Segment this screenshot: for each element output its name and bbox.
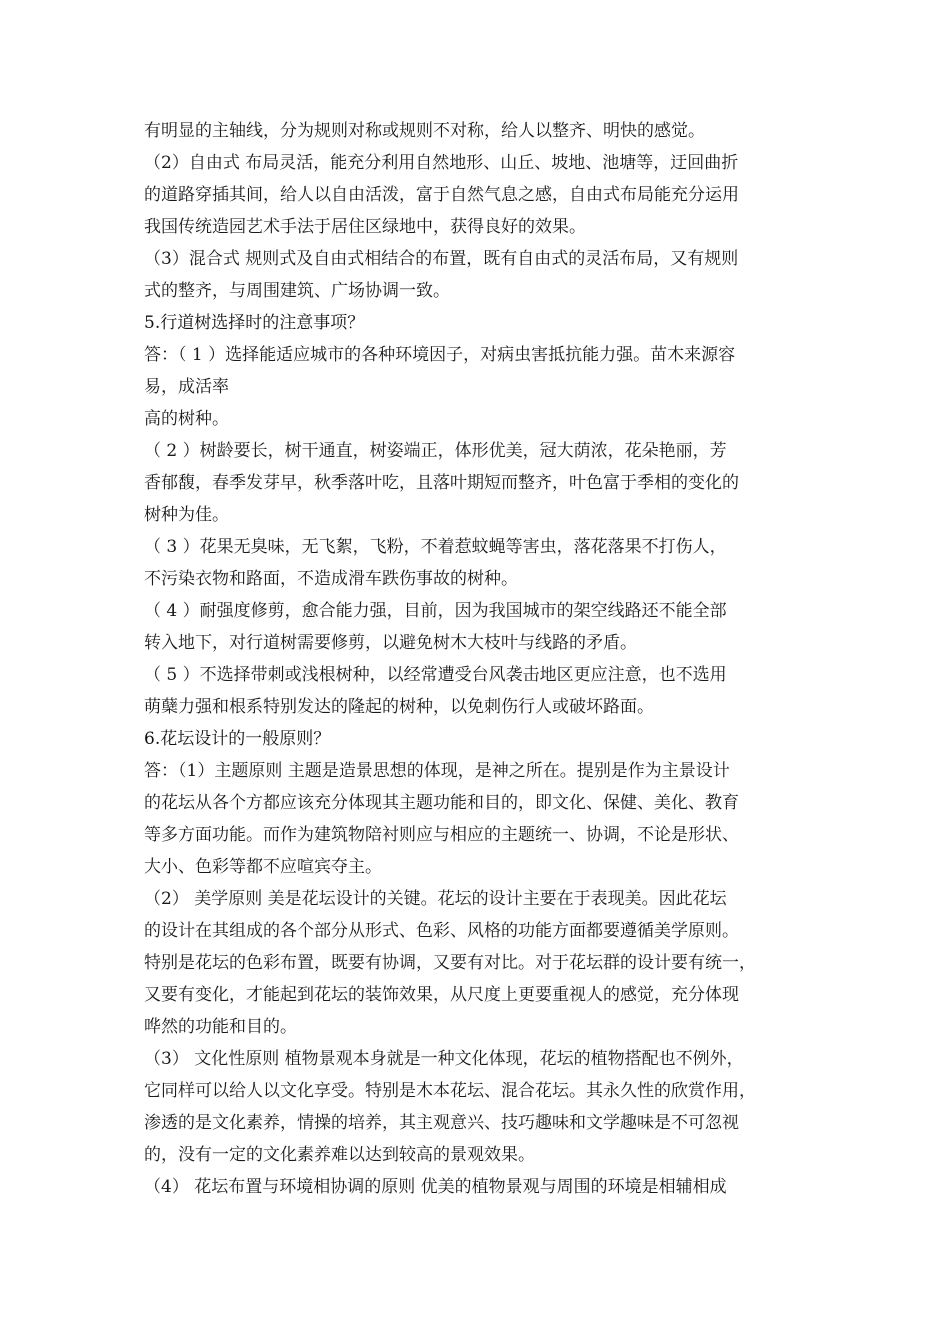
text-line: 有明显的主轴线，分为规则对称或规则不对称，给人以整齐、明快的感觉。 xyxy=(144,121,705,141)
question-heading: 6.花坛设计的一般原则？ xyxy=(144,729,331,749)
text-line: 答：（ 1 ）选择能适应城市的各种环境因子，对病虫害抵抗能力强。苗木来源容 xyxy=(144,345,736,365)
text-line: 我国传统造园艺术手法于居住区绿地中，获得良好的效果。 xyxy=(144,217,586,237)
text-line: 式的整齐，与周围建筑、广场协调一致。 xyxy=(144,281,450,301)
text-line: 它同样可以给人以文化享受。特别是木本花坛、混合花坛。其永久性的欣赏作用， xyxy=(144,1081,756,1101)
text-line: （4） 花坛布置与环境相协调的原则 优美的植物景观与周围的环境是相辅相成 xyxy=(144,1177,727,1197)
text-line: 大小、色彩等都不应喧宾夺主。 xyxy=(144,857,382,877)
text-line: 等多方面功能。而作为建筑物陪衬则应与相应的主题统一、协调，不论是形状、 xyxy=(144,825,739,845)
text-line: 的花坛从各个方都应该充分体现其主题功能和目的，即文化、保健、美化、教育 xyxy=(144,793,739,813)
text-line: 香郁馥，春季发芽早，秋季落叶吃，且落叶期短而整齐，叶色富于季相的变化的 xyxy=(144,473,739,493)
text-line: （2） 美学原则 美是花坛设计的关键。花坛的设计主要在于表现美。因此花坛 xyxy=(144,889,727,909)
text-line: 的道路穿插其间，给人以自由活泼，富于自然气息之感，自由式布局能充分运用 xyxy=(144,185,739,205)
text-line: 不污染衣物和路面，不造成滑车跌伤事故的树种。 xyxy=(144,569,518,589)
text-line: 答：（1）主题原则 主题是造景思想的体现，是神之所在。提别是作为主景设计 xyxy=(144,761,730,781)
text-line: （ 5 ）不选择带刺或浅根树种，以经常遭受台风袭击地区更应注意，也不选用 xyxy=(144,665,727,685)
question-heading: 5.行道树选择时的注意事项？ xyxy=(144,313,365,333)
text-line: 易，成活率 xyxy=(144,377,229,397)
text-line: 渗透的是文化素养，情操的培养，其主观意兴、技巧趣味和文学趣味是不可忽视 xyxy=(144,1113,739,1133)
text-line: （ 2 ）树龄要长，树干通直，树姿端正，体形优美，冠大荫浓，花朵艳丽，芳 xyxy=(144,441,727,461)
text-line: 又要有变化，才能起到花坛的装饰效果，从尺度上更要重视人的感觉，充分体现 xyxy=(144,985,739,1005)
text-line: （3） 文化性原则 植物景观本身就是一种文化体现，花坛的植物搭配也不例外， xyxy=(144,1049,744,1069)
text-line: 高的树种。 xyxy=(144,409,229,429)
text-line: （3）混合式 规则式及自由式相结合的布置，既有自由式的灵活布局，又有规则 xyxy=(144,249,739,269)
text-line: 树种为佳。 xyxy=(144,505,229,525)
text-line: （ 3 ）花果无臭味，无飞絮，飞粉，不着惹蚊蝇等害虫，落花落果不打伤人， xyxy=(144,537,727,557)
text-line: （ 4 ）耐强度修剪，愈合能力强，目前，因为我国城市的架空线路还不能全部 xyxy=(144,601,727,621)
text-line: 萌蘖力强和根系特别发达的隆起的树种，以免刺伤行人或破坏路面。 xyxy=(144,697,654,717)
text-line: 转入地下，对行道树需要修剪，以避免树木大枝叶与线路的矛盾。 xyxy=(144,633,637,653)
text-line: 的设计在其组成的各个部分从形式、色彩、风格的功能方面都要遵循美学原则。 xyxy=(144,921,739,941)
text-line: （2）自由式 布局灵活，能充分利用自然地形、山丘、坡地、池塘等，迂回曲折 xyxy=(144,153,739,173)
text-line: 特别是花坛的色彩布置，既要有协调，又要有对比。对于花坛群的设计要有统一， xyxy=(144,953,756,973)
text-line: 哗然的功能和目的。 xyxy=(144,1017,297,1037)
text-line: 的，没有一定的文化素养难以达到较高的景观效果。 xyxy=(144,1145,535,1165)
